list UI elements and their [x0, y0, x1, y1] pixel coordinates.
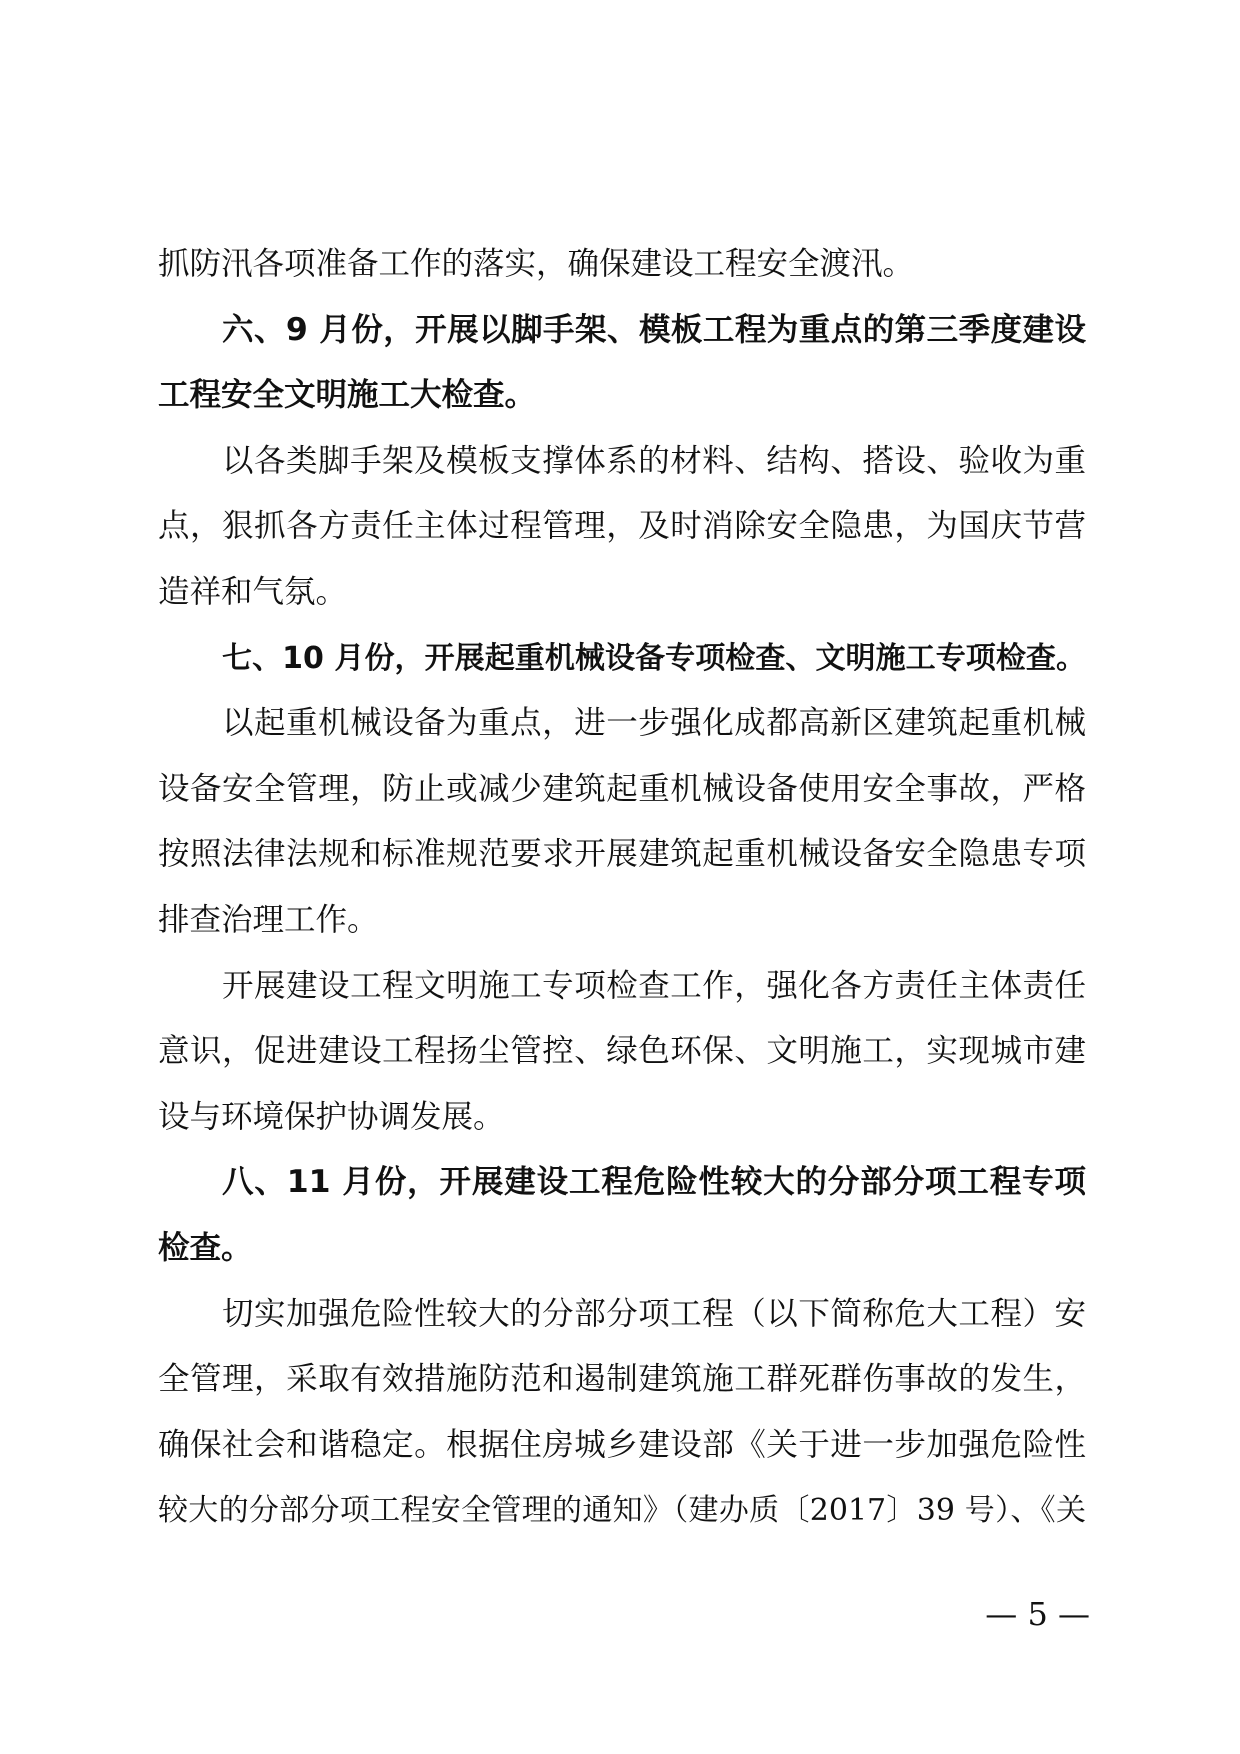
body-line: 以各类脚手架及模板支撑体系的材料、结构、搭设、验收为重: [222, 442, 1086, 479]
body-line: 点，狠抓各方责任主体过程管理，及时消除安全隐患，为国庆节营: [158, 508, 1086, 545]
section-heading-7: [158, 626, 1086, 692]
section-heading-6: [158, 298, 1086, 429]
heading-line: 六、9 月份，开展以脚手架、模板工程为重点的第三季度建设: [222, 311, 1086, 348]
heading-line: 八、11 月份，开展建设工程危险性较大的分部分项工程专项: [222, 1164, 1086, 1201]
heading-line: 七、10 月份，开展起重机械设备专项检查、文明施工专项检查。: [222, 640, 1086, 676]
body-line: 设备安全管理，防止或减少建筑起重机械设备使用安全事故，严格: [158, 770, 1086, 807]
paragraph-crane-inspection: [158, 691, 1086, 953]
section-heading-8: [158, 1150, 1086, 1281]
paragraph-scaffold-inspection: [158, 429, 1086, 626]
page-number: — 5 —: [985, 1595, 1090, 1633]
paragraph-hazardous-works: [158, 1282, 1086, 1544]
body-line: 按照法律法规和标准规范要求开展建筑起重机械设备安全隐患专项: [158, 836, 1086, 873]
body-line: 全管理，采取有效措施防范和遏制建筑施工群死群伤事故的发生，: [158, 1361, 1086, 1398]
document-body: [158, 232, 1086, 1544]
body-line: 开展建设工程文明施工专项检查工作，强化各方责任主体责任: [222, 967, 1086, 1004]
body-line: 确保社会和谐稳定。根据住房城乡建设部《关于进一步加强危险性: [158, 1426, 1086, 1463]
heading-line: 工程安全文明施工大检查。: [158, 377, 537, 414]
body-line: 排查治理工作。: [158, 901, 379, 938]
body-line: 抓防汛各项准备工作的落实，确保建设工程安全渡汛。: [158, 246, 915, 282]
body-line: 设与环境保护协调发展。: [158, 1098, 505, 1135]
paragraph-continuation: [158, 232, 1086, 298]
heading-line: 检查。: [158, 1229, 253, 1266]
body-line: 以起重机械设备为重点，进一步强化成都高新区建筑起重机械: [222, 705, 1086, 742]
body-line: 较大的分部分项工程安全管理的通知》（建办质〔2017〕39 号）、《关: [158, 1493, 1086, 1529]
body-line: 意识，促进建设工程扬尘管控、绿色环保、文明施工，实现城市建: [158, 1033, 1086, 1070]
paragraph-civilized-construction: [158, 954, 1086, 1151]
body-line: 切实加强危险性较大的分部分项工程（以下简称危大工程）安: [222, 1295, 1086, 1332]
body-line: 造祥和气氛。: [158, 573, 348, 610]
